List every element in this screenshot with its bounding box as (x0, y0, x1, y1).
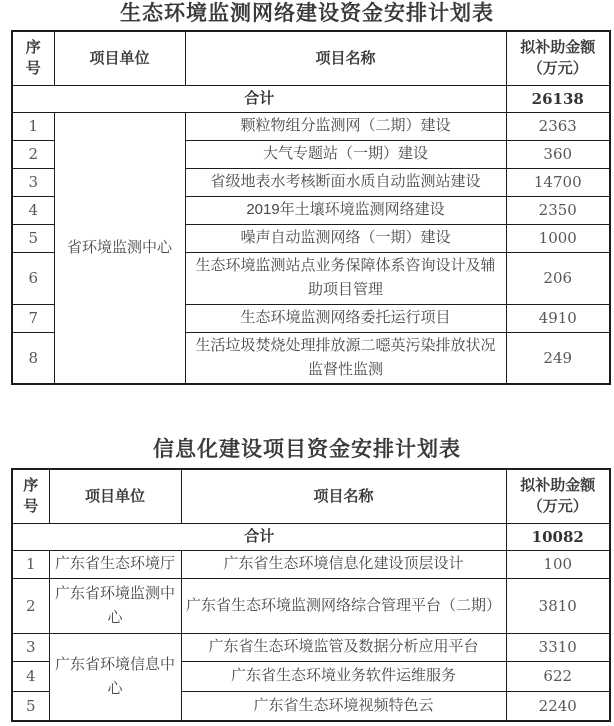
table-row (12, 633, 610, 661)
total-row (12, 523, 610, 550)
amount-column-header (506, 31, 610, 85)
row-index-cell: 1 (12, 112, 54, 140)
table-header-row (12, 31, 610, 85)
row-index-cell: 1 (12, 550, 49, 578)
monitoring-network-table-title: 生态环境监测网络建设资金安排计划表 (120, 2, 494, 25)
project-name-cell: 2019年土壤环境监测网络建设 (185, 196, 506, 224)
amount-header-line1: 拟补助金额 (520, 477, 596, 495)
index-header-line1: 序 (25, 39, 41, 57)
total-amount-cell: 26138 (506, 85, 610, 112)
project-column-header: 项目名称 (185, 31, 506, 85)
monitoring-network-table (11, 30, 611, 385)
project-name-cell: 广东省生态环境视频特色云 (181, 691, 506, 721)
amount-cell: 206 (506, 252, 610, 304)
project-name-cell: 噪声自动监测网络（一期）建设 (185, 224, 506, 252)
row-index-cell: 4 (12, 196, 54, 224)
project-name-cell: 广东省生态环境信息化建设顶层设计 (181, 550, 506, 578)
row-index-cell: 3 (12, 633, 49, 661)
amount-cell: 2350 (506, 196, 610, 224)
amount-cell: 14700 (506, 168, 610, 196)
merged-unit-cell: 省环境监测中心 (54, 112, 185, 384)
amount-header-line2: （万元） (527, 498, 588, 516)
project-name-cell: 颗粒物组分监测网（二期）建设 (185, 112, 506, 140)
row-index-cell: 5 (12, 691, 49, 721)
project-name-cell: 生态环境监测网络委托运行项目 (185, 304, 506, 332)
amount-cell: 2240 (506, 691, 610, 721)
table-row (12, 578, 610, 633)
amount-cell: 3810 (506, 578, 610, 633)
amount-cell: 100 (506, 550, 610, 578)
unit-column-header: 项目单位 (49, 469, 181, 523)
merged-unit-cell: 广东省环境信息中心 (49, 633, 181, 721)
row-index-cell: 2 (12, 578, 49, 633)
project-name-cell: 省级地表水考核断面水质自动监测站建设 (185, 168, 506, 196)
unit-cell: 广东省生态环境厅 (49, 550, 181, 578)
table-header-row (12, 469, 610, 523)
total-label-cell: 合计 (12, 523, 506, 550)
table-row (12, 112, 610, 140)
amount-cell: 2363 (506, 112, 610, 140)
amount-cell: 4910 (506, 304, 610, 332)
unit-cell: 广东省环境监测中心 (49, 578, 181, 633)
amount-cell: 622 (506, 661, 610, 691)
project-name-cell: 生活垃圾焚烧处理排放源二噁英污染排放状况监督性监测 (185, 332, 506, 384)
total-amount-cell: 10082 (506, 523, 610, 550)
amount-header-line2: （万元） (527, 60, 588, 78)
amount-cell: 3310 (506, 633, 610, 661)
project-name-cell: 生态环境监测站点业务保障体系咨询设计及辅助项目管理 (185, 252, 506, 304)
project-name-cell: 广东省生态环境监测网络综合管理平台（二期） (181, 578, 506, 633)
index-column-header: 序号 (12, 469, 49, 523)
row-index-cell: 5 (12, 224, 54, 252)
amount-column-header (506, 469, 610, 523)
project-name-cell: 大气专题站（一期）建设 (185, 140, 506, 168)
row-index-cell: 8 (12, 332, 54, 384)
row-index-cell: 2 (12, 140, 54, 168)
index-header-line2: 号 (25, 60, 41, 78)
total-label-cell: 合计 (12, 85, 506, 112)
row-index-cell: 7 (12, 304, 54, 332)
index-column-header (12, 31, 54, 85)
amount-cell: 249 (506, 332, 610, 384)
informatization-table (11, 468, 611, 722)
unit-column-header: 项目单位 (54, 31, 185, 85)
amount-header-line1: 拟补助金额 (520, 39, 596, 57)
table-row (12, 550, 610, 578)
amount-cell: 360 (506, 140, 610, 168)
row-index-cell: 4 (12, 661, 49, 691)
informatization-table-title: 信息化建设项目资金安排计划表 (153, 438, 461, 461)
row-index-cell: 6 (12, 252, 54, 304)
project-name-cell: 广东省生态环境监管及数据分析应用平台 (181, 633, 506, 661)
row-index-cell: 3 (12, 168, 54, 196)
amount-cell: 1000 (506, 224, 610, 252)
project-name-cell: 广东省生态环境业务软件运维服务 (181, 661, 506, 691)
total-row (12, 85, 610, 112)
project-column-header: 项目名称 (181, 469, 506, 523)
